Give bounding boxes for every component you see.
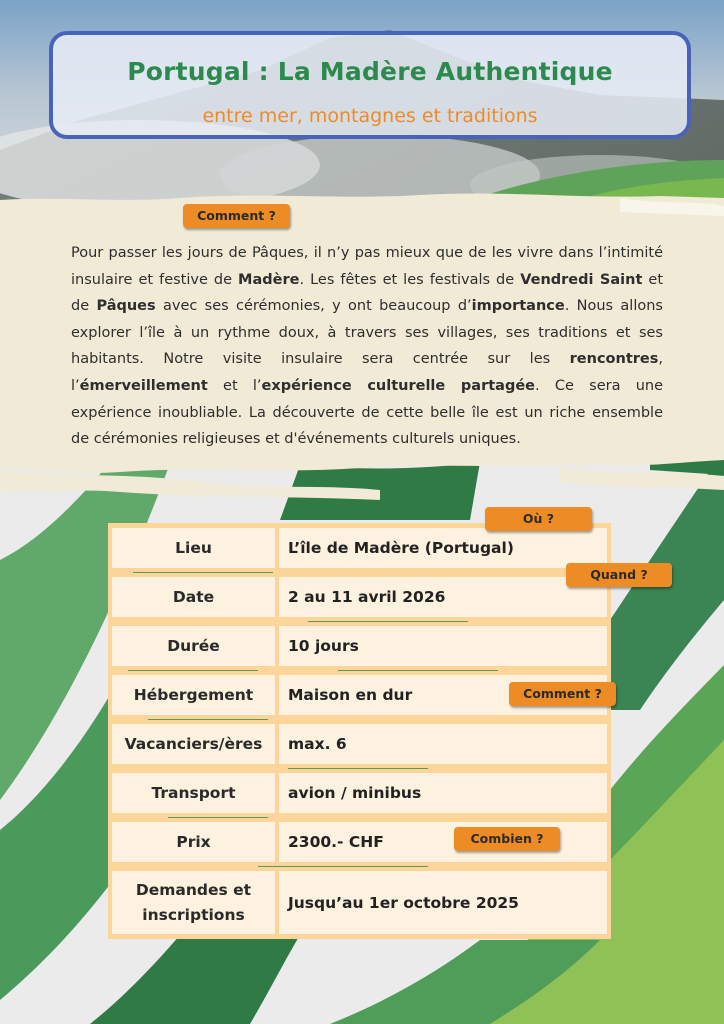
page-subtitle: entre mer, montagnes et traditions <box>202 105 538 127</box>
label-date: Date <box>112 577 275 617</box>
intro-bold: Vendredi Saint <box>520 271 643 288</box>
label-prix: Prix <box>112 822 275 862</box>
info-table <box>108 523 611 939</box>
intro-bold: importance <box>471 298 565 315</box>
label-lieu: Lieu <box>112 528 275 568</box>
value-date: 2 au 11 avril 2026 <box>279 577 607 617</box>
label-demandes-line2: inscriptions <box>142 905 245 924</box>
intro-text: . Nous allons explorer l’île à un rythme doux, à travers ses villages, ses traditions et ses habitants. Notre visite insulaire sera centrée sur les <box>71 298 663 368</box>
value-demandes: Jusqu’au 1er octobre 2025 <box>279 871 607 934</box>
intro-text: . Ce sera une expérience inoubliable. La découverte de cette belle île est un riche ensemble de cérémonies religieuses et d'événements culturels uniques. <box>71 377 664 448</box>
divider-line <box>133 572 273 573</box>
value-duree: 10 jours <box>279 626 607 666</box>
label-duree: Durée <box>112 626 275 666</box>
value-prix: 2300.- CHF <box>279 822 607 862</box>
label-transport: Transport <box>112 773 275 813</box>
stripe-dark-green <box>90 935 300 1024</box>
value-lieu: L’île de Madère (Portugal) <box>279 528 607 568</box>
tag-ou: Où ? <box>485 507 592 531</box>
intro-text: et de <box>71 271 664 315</box>
intro-bold: Madère <box>238 271 300 288</box>
intro-bold: rencontres <box>569 351 659 368</box>
tag-quand: Quand ? <box>566 563 672 587</box>
label-vacanciers: Vacanciers/ères <box>112 724 275 764</box>
divider-line <box>308 621 468 622</box>
tag-comment: Comment ? <box>509 682 616 706</box>
intro-paragraph <box>71 240 663 453</box>
header-box <box>49 31 691 139</box>
value-vacanciers: max. 6 <box>279 724 607 764</box>
intro-text: . Les fêtes et les festivals de <box>299 271 521 288</box>
label-demandes-line1: Demandes et <box>135 880 252 899</box>
divider-line <box>338 670 498 671</box>
intro-text: avec ses cérémonies, y ont beaucoup d’ <box>155 298 472 315</box>
intro-bold: Pâques <box>96 298 156 315</box>
value-transport: avion / minibus <box>279 773 607 813</box>
page-title: Portugal : La Madère Authentique <box>127 57 613 86</box>
intro-bold: expérience culturelle partagée <box>261 377 535 394</box>
label-demandes <box>112 871 275 934</box>
intro-text: et l’ <box>207 377 262 394</box>
intro-text: Pour passer les jours de Pâques, il n’y pas mieux que de les vivre dans l’intimité insulaire et festive de <box>71 245 663 288</box>
intro-text: , l’ <box>71 351 663 394</box>
divider-line <box>148 719 268 720</box>
value-hebergement: Maison en dur <box>279 675 607 715</box>
divider-line <box>288 768 428 769</box>
intro-bold: émerveillement <box>79 377 208 394</box>
divider-line <box>168 817 268 818</box>
label-hebergement: Hébergement <box>112 675 275 715</box>
divider-line <box>258 866 428 867</box>
intro-tag-comment: Comment ? <box>183 204 290 228</box>
tag-combien: Combien ? <box>454 827 560 851</box>
divider-line <box>128 670 258 671</box>
